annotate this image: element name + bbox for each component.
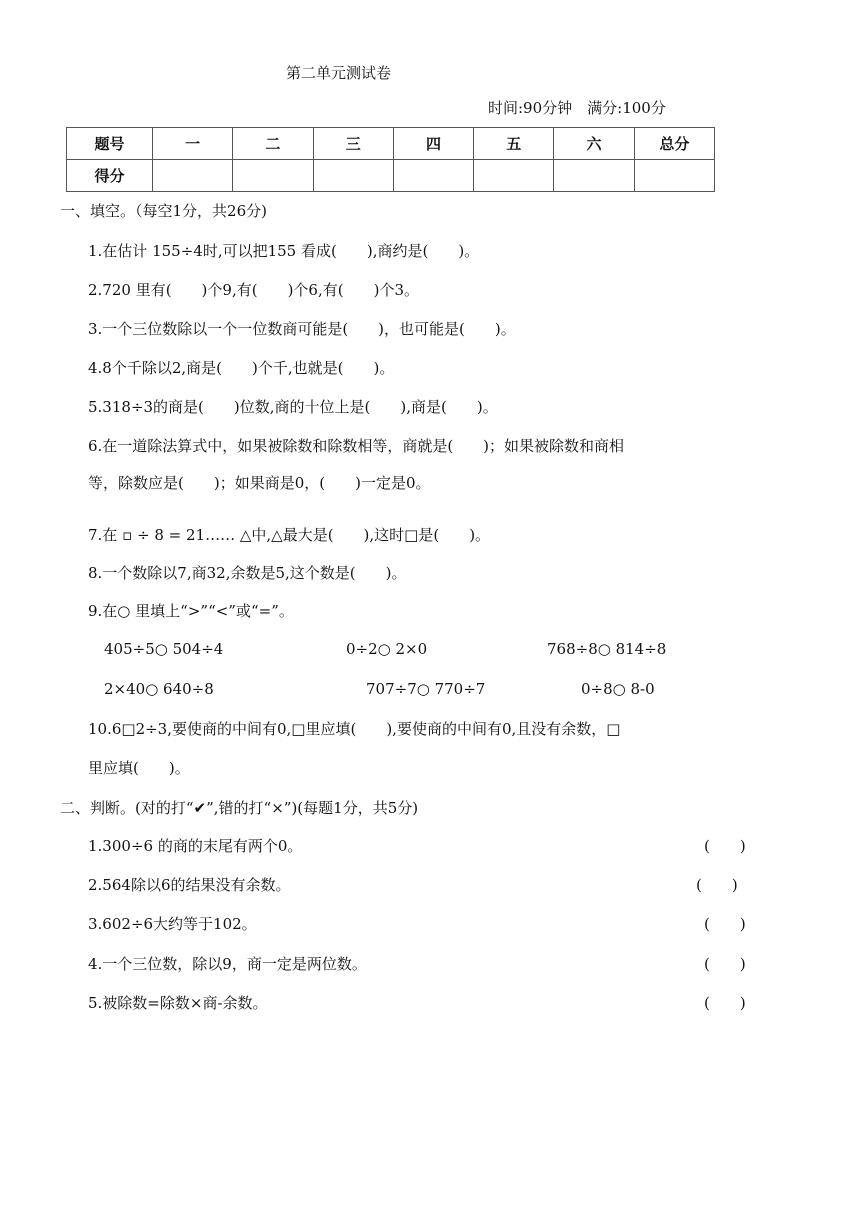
score-header-cell: 六 bbox=[554, 128, 634, 160]
score-cell[interactable] bbox=[153, 160, 233, 192]
judge-item: 2.564除以6的结果没有余数。 bbox=[88, 876, 291, 894]
judge-item: 4.一个三位数，除以9，商一定是两位数。 bbox=[88, 955, 367, 973]
section1-title: 一、填空。（每空1分，共26分) bbox=[60, 202, 267, 220]
score-cell[interactable] bbox=[313, 160, 393, 192]
score-header-cell: 题号 bbox=[67, 128, 153, 160]
judge-answer-blank[interactable]: ( ) bbox=[704, 955, 746, 973]
score-header-cell: 二 bbox=[233, 128, 313, 160]
question-10-line2: 里应填( )。 bbox=[88, 759, 190, 777]
question-2: 2.720 里有( )个9,有( )个6,有( )个3。 bbox=[88, 281, 419, 299]
score-table-header-row bbox=[67, 128, 715, 160]
question-5: 5.318÷3的商是( )位数,商的十位上是( ),商是( )。 bbox=[88, 398, 498, 416]
question-6-line1: 6.在一道除法算式中，如果被除数和除数相等，商就是( )；如果被除数和商相 bbox=[88, 437, 625, 455]
score-cell[interactable] bbox=[554, 160, 634, 192]
compare-item: 2×40○ 640÷8 bbox=[104, 680, 214, 698]
exam-time-score: 时间:90分钟 满分:100分 bbox=[488, 99, 666, 117]
score-header-cell: 四 bbox=[393, 128, 473, 160]
question-9: 9.在○ 里填上“>”“<”或“=”。 bbox=[88, 602, 294, 620]
question-10-line1: 10.6□2÷3,要使商的中间有0,□里应填( ),要使商的中间有0,且没有余数，□ bbox=[88, 720, 621, 738]
score-header-cell: 三 bbox=[313, 128, 393, 160]
page-title: 第二单元测试卷 bbox=[286, 64, 392, 82]
score-header-cell: 一 bbox=[153, 128, 233, 160]
section2-title bbox=[60, 797, 418, 818]
compare-item: 0÷8○ 8-0 bbox=[581, 680, 655, 698]
compare-item: 405÷5○ 504÷4 bbox=[104, 640, 224, 658]
compare-item: 707÷7○ 770÷7 bbox=[366, 680, 486, 698]
question-6-line2: 等，除数应是( )；如果商是0，( )一定是0。 bbox=[88, 474, 431, 492]
section2-title-start: 二、判断。(对的打“ bbox=[60, 799, 194, 817]
question-7: 7.在 ▫ ÷ 8 = 21…… △中,△最大是( ),这时□是( )。 bbox=[88, 526, 491, 544]
judge-answer-blank[interactable]: ( ) bbox=[704, 915, 746, 933]
question-3: 3.一个三位数除以一个一位数商可能是( )，也可能是( )。 bbox=[88, 320, 516, 338]
score-table-score-row bbox=[67, 160, 715, 192]
question-8: 8.一个数除以7,商32,余数是5,这个数是( )。 bbox=[88, 564, 407, 582]
compare-item: 0÷2○ 2×0 bbox=[346, 640, 428, 658]
judge-answer-blank[interactable]: ( ) bbox=[704, 837, 746, 855]
judge-item: 5.被除数=除数×商-余数。 bbox=[88, 994, 268, 1012]
score-header-cell: 总分 bbox=[634, 128, 714, 160]
compare-item: 768÷8○ 814÷8 bbox=[547, 640, 667, 658]
score-cell[interactable] bbox=[393, 160, 473, 192]
score-row-label: 得分 bbox=[67, 160, 153, 192]
score-cell[interactable] bbox=[474, 160, 554, 192]
check-mark-icon: ✔ bbox=[193, 799, 207, 817]
judge-item: 1.300÷6 的商的末尾有两个0。 bbox=[88, 837, 303, 855]
question-1: 1.在估计 155÷4时,可以把155 看成( ),商约是( )。 bbox=[88, 242, 480, 260]
section2-title-end: ”,错的打“×”)(每题1分，共5分) bbox=[206, 799, 419, 817]
question-4: 4.8个千除以2,商是( )个千,也就是( )。 bbox=[88, 359, 395, 377]
judge-item: 3.602÷6大约等于102。 bbox=[88, 915, 257, 933]
score-table bbox=[66, 127, 715, 192]
score-cell[interactable] bbox=[233, 160, 313, 192]
score-header-cell: 五 bbox=[474, 128, 554, 160]
score-cell[interactable] bbox=[634, 160, 714, 192]
judge-answer-blank[interactable]: ( ) bbox=[704, 994, 746, 1012]
judge-answer-blank[interactable]: ( ) bbox=[696, 876, 738, 894]
